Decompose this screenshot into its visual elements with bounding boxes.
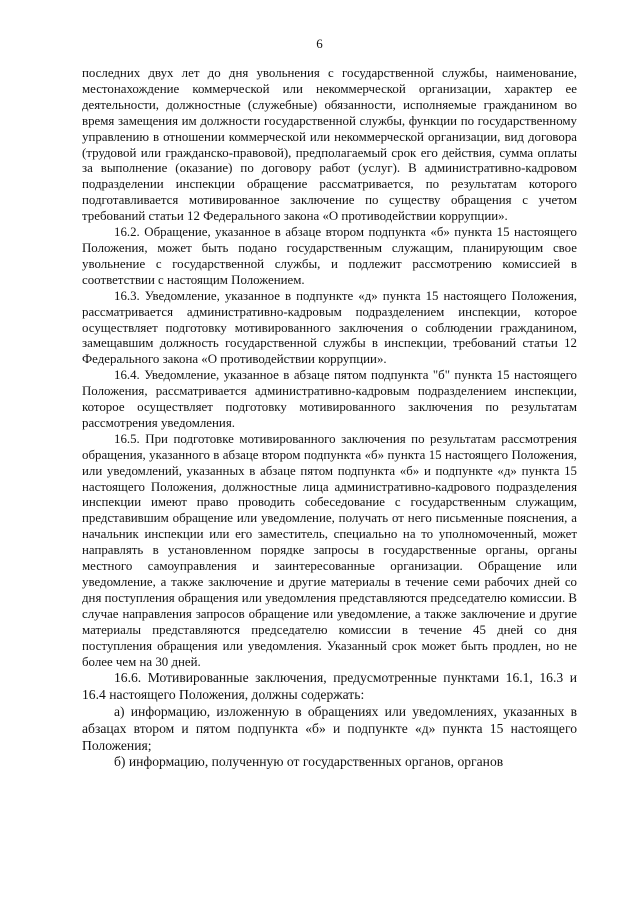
paragraph-16-6-a: а) информацию, изложенную в обращениях или уведомлениях, указанных в абзацах втором и пятом подпункта «б» и подпункте «д» пункта 15 настоящего Положения;	[82, 704, 577, 753]
paragraph-16-6-b: б) информацию, полученную от государственных органов, органов	[114, 754, 504, 770]
paragraph-16-2: 16.2. Обращение, указанное в абзаце втором подпункта «б» пункта 15 настоящего Положения, может быть подано государственным служащим, планирующим свое увольнение с государственной службы, и подлежит рассмотрению комиссией в соответствии с настоящим Положением.	[82, 225, 577, 287]
paragraph-16-3: 16.3. Уведомление, указанное в подпункте «д» пункта 15 настоящего Положения, рассматривается административно-кадровым подразделением инспекции, которое осуществляет подготовку мотивированного заключения о соблюдении гражданином, замещавшим должность государственной службы в инспекции, требований статьи 12 Федерального закона «О противодействии коррупции».	[82, 288, 577, 367]
page-number: 6	[316, 36, 323, 51]
paragraph-continuation: последних двух лет до дня увольнения с государственной службы, наименование, местонахождение коммерческой или некоммерческой организации, характер ее деятельности, должностные (служебные) обязанности, исполняемые гражданином во время замещения им должности государственной службы, функции по государственному управлению в отношении коммерческой или некоммерческой организации, вид договора (трудовой или гражданско-правовой), предполагаемый срок его действия, сумма оплаты за выполнение (оказание) по договору работ (услуг). В административно-кадровом подразделении инспекции обращение рассматривается, по результатам которого подготавливается мотивированное заключение по существу обращения с учетом требований статьи 12 Федерального закона «О противодействии коррупции».	[82, 66, 577, 224]
paragraph-16-6: 16.6. Мотивированные заключения, предусмотренные пунктами 16.1, 16.3 и 16.4 настоящего Положения, должны содержать:	[82, 670, 577, 703]
paragraph-16-4: 16.4. Уведомление, указанное в абзаце пятом подпункта "б" пункта 15 настоящего Положения, рассматривается административно-кадровым подразделением инспекции, которое осуществляет подготовку мотивированного заключения по результатам рассмотрения уведомления.	[82, 368, 577, 430]
document-body	[82, 66, 577, 771]
paragraph-16-5: 16.5. При подготовке мотивированного заключения по результатам рассмотрения обращения, указанного в абзаце втором подпункта «б» пункта 15 настоящего Положения, или уведомлений, указанных в абзаце пятом подпункта «б» и подпункте «д» пункта 15 настоящего Положения, должностные лица административно-кадрового подразделения инспекции имеют право проводить собеседование с государственным служащим, представившим обращение или уведомление, получать от него письменные пояснения, а начальник инспекции или его заместитель, специально на то уполномоченный, может направлять в установленном порядке запросы в государственные органы, органы местного самоуправления и заинтересованные организации. Обращение или уведомление, а также заключение и другие материалы в течение семи рабочих дней со дня поступления обращения или уведомления представляются председателю комиссии. В случае направления запросов обращение или уведомление, а также заключение и другие материалы представляются председателю комиссии в течение 45 дней со дня поступления обращения или уведомления. Указанный срок может быть продлен, но не более чем на 30 дней.	[82, 431, 577, 669]
